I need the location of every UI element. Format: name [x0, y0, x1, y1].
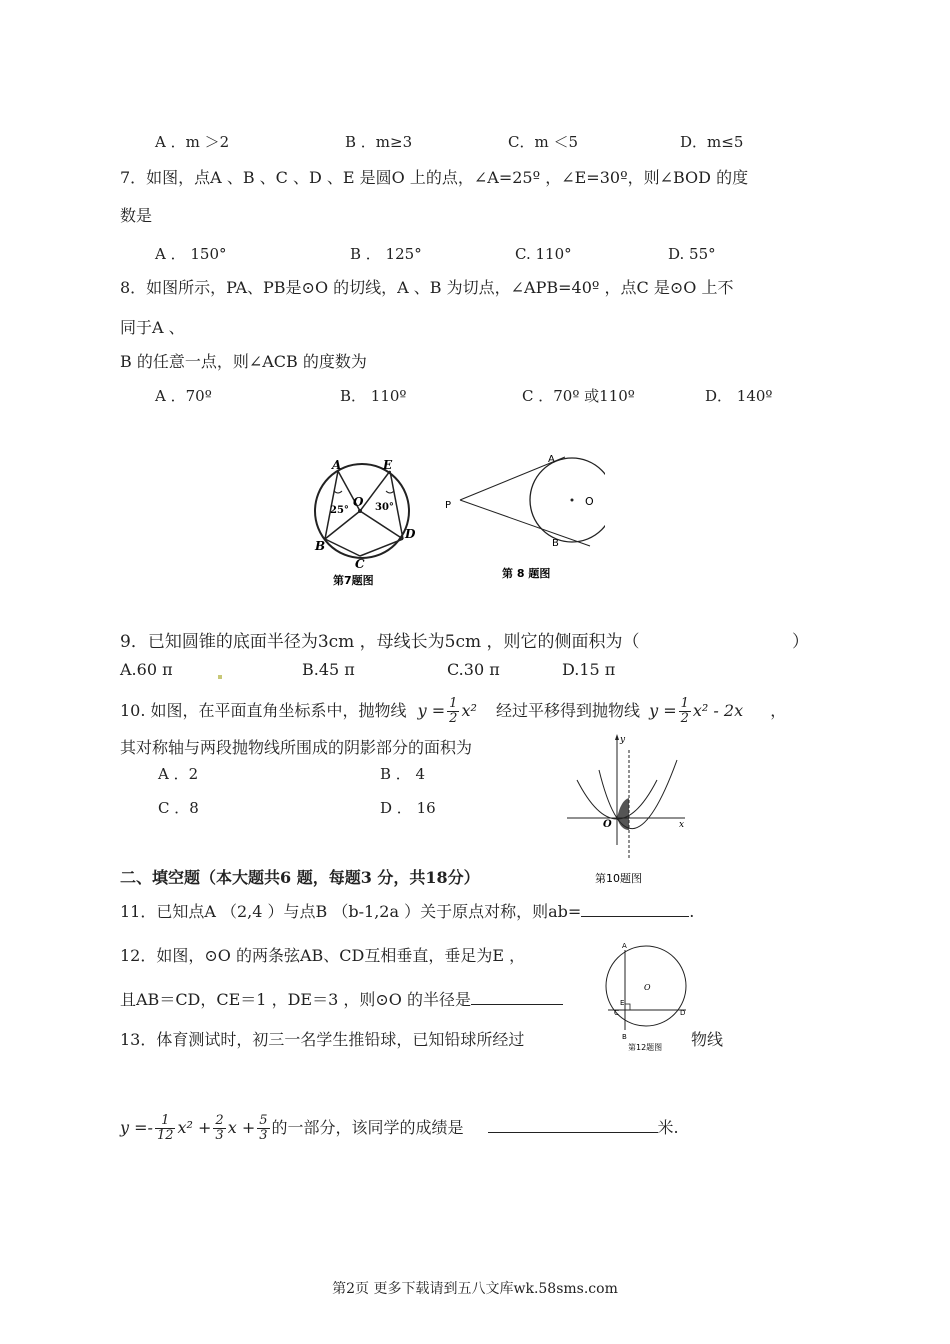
q12-stem-line1: 12．如图，⊙O 的两条弦AB、CD互相垂直，垂足为E ， [120, 946, 526, 965]
figure-q10 [565, 730, 695, 890]
q10-option-b: B ． 4 [380, 765, 426, 783]
fig7-label-o: O [353, 495, 364, 509]
scan-dot [218, 675, 222, 679]
q10-eq1-den: 2 [449, 711, 458, 726]
q9-option-d: D.15 π [562, 660, 616, 679]
q13-stem-line1-tail: 物线 [691, 1030, 724, 1049]
q9-option-c: C.30 π [447, 660, 500, 679]
fig12-label-d: D [680, 1009, 686, 1017]
q13-eq-lhs: y =- [120, 1118, 153, 1137]
q13-frac3-den: 3 [259, 1128, 268, 1143]
fig10-label-x: x [679, 820, 685, 830]
q10-option-c: C ．8 [158, 799, 199, 817]
section-2-header: 二、填空题（本大题共6 题，每题3 分，共18分） [120, 868, 480, 887]
q13-frac3-num: 5 [259, 1113, 268, 1128]
fig8-label-p: P [445, 500, 452, 511]
page-footer: 第2页 更多下载请到五八文库wk.58sms.com [332, 1281, 618, 1297]
q13-frac1-den: 12 [156, 1128, 174, 1143]
fig7-label-e: E [383, 458, 393, 472]
q10-eq2-num: 1 [680, 696, 689, 711]
fig12-label-b: B [622, 1033, 627, 1041]
q13-frac2-den: 3 [215, 1128, 224, 1143]
q13-end: 米. [657, 1118, 679, 1137]
fig12-label-a: A [622, 942, 627, 950]
q11-end: . [689, 902, 695, 921]
fig12-label-c: C [614, 1009, 619, 1017]
q13-frac1-num: 1 [155, 1114, 176, 1129]
q10-eq1 [417, 696, 477, 726]
fig10-label-y: y [620, 735, 626, 745]
fig12-label-o: O [644, 983, 651, 992]
q8-stem-line3: B 的任意一点，则∠ACB 的度数为 [120, 352, 367, 371]
q8-option-d: D． 140º [705, 387, 773, 405]
q7-option-d: D. 55° [668, 245, 716, 263]
q9-stem-close: ） [792, 632, 809, 652]
fig7-label-a: A [332, 458, 342, 472]
q8-stem-line2: 同于A 、 [120, 318, 185, 337]
q10-eq2-frac [679, 697, 691, 726]
q8-option-b: B． 110º [340, 387, 407, 405]
q10-option-a: A ．2 [158, 765, 199, 783]
q8-option-c: C ．70º 或110º [522, 387, 635, 405]
q10-eq2-lhs: y = [649, 701, 677, 720]
q7-option-c: C. 110° [515, 245, 572, 263]
q13-stem-line2 [120, 1114, 679, 1143]
fig8-caption: 第 8 题图 [502, 567, 551, 580]
q12-line2-text: 且AB＝CD，CE＝1 ，DE＝3 ，则⊙O 的半径是 [120, 990, 471, 1009]
q11-text: 11．已知点A （2,4 ）与点B （b-1,2a ）关于原点对称，则ab= [120, 902, 582, 921]
fig7-label-c: C [355, 557, 365, 571]
q13-line2-text: 的一部分，该同学的成绩是 [271, 1118, 464, 1137]
q6-option-a: A ．m ＞2 [155, 133, 230, 151]
q9-option-a: A.60 π [120, 660, 173, 679]
q13-frac2 [213, 1114, 225, 1143]
fig12-caption: 第12题图 [628, 1043, 663, 1052]
q10-eq1-num: 1 [449, 696, 458, 711]
fig7-angle-e: 30° [375, 502, 394, 513]
q10-eq2 [649, 696, 744, 726]
q10-eq1-frac [447, 697, 459, 726]
q9-stem: 9．已知圆锥的底面半径为3cm ，母线长为5cm ，则它的侧面积为（ [120, 632, 640, 652]
q13-frac3 [257, 1114, 269, 1143]
fig7-label-d: D [405, 527, 416, 541]
q13-stem-line1: 13．体育测试时，初三一名学生推铅球，已知铅球所经过 [120, 1030, 525, 1049]
fig7-label-b: B [315, 539, 326, 553]
q10-option-d: D ． 16 [380, 799, 436, 817]
q12-stem-line2 [120, 990, 563, 1010]
q10-stem-line1 [120, 697, 786, 726]
q10-stem-line2: 其对称轴与两段抛物线所围成的阴影部分的面积为 [120, 738, 473, 757]
q11-answer-blank[interactable] [581, 902, 689, 917]
q13-eq-term2: x + [227, 1118, 256, 1137]
q10-prefix: 10. 如图，在平面直角坐标系中，抛物线 [120, 701, 407, 720]
q7-stem-line2: 数是 [120, 206, 153, 225]
fig10-label-o: O [603, 819, 612, 830]
fig12-label-e: E [620, 999, 625, 1007]
q12-answer-blank[interactable] [471, 990, 563, 1005]
q10-eq2-rest: x² - 2x [692, 701, 744, 720]
q10-eq1-rest: x² [461, 701, 477, 720]
figure-q7 [305, 455, 425, 590]
q13-answer-blank[interactable] [488, 1118, 658, 1133]
fig7-caption: 第7题图 [333, 574, 374, 587]
q10-suffix: ， [770, 701, 787, 720]
q7-option-a: A ． 150° [155, 245, 227, 263]
q7-option-b: B ． 125° [350, 245, 422, 263]
q13-frac1 [155, 1114, 176, 1143]
fig8-label-b: B [552, 538, 559, 549]
q10-mid: 经过平移得到抛物线 [495, 701, 640, 720]
q8-stem-line1: 8．如图所示，PA、PB是⊙O 的切线，A 、B 为切点，∠APB=40º ，点C 是⊙O 上不 [120, 278, 734, 297]
q10-eq2-den: 2 [680, 711, 689, 726]
q13-equation [120, 1113, 272, 1143]
q13-frac2-num: 2 [215, 1113, 224, 1128]
fig8-label-o: O [585, 495, 594, 508]
q6-option-c: C．m ＜5 [508, 133, 579, 151]
q9-option-b: B.45 π [302, 660, 355, 679]
fig10-caption: 第10题图 [595, 872, 642, 885]
q7-stem-line1: 7．如图，点A 、B 、C 、D 、E 是圆O 上的点，∠A=25º ，∠E=30º，则∠BOD 的度 [120, 168, 749, 187]
fig8-label-a: A [548, 454, 555, 465]
fig7-angle-a: 25° [330, 505, 349, 516]
q8-option-a: A ．70º [155, 387, 212, 405]
q11-stem [120, 902, 694, 922]
figure-q12 [600, 938, 700, 1056]
q6-option-b: B ．m≥3 [345, 133, 413, 151]
q6-option-d: D．m≤5 [680, 133, 744, 151]
q10-eq1-lhs: y = [417, 701, 446, 720]
q13-eq-term1: x² + [177, 1118, 212, 1137]
figure-q8 [440, 448, 605, 583]
